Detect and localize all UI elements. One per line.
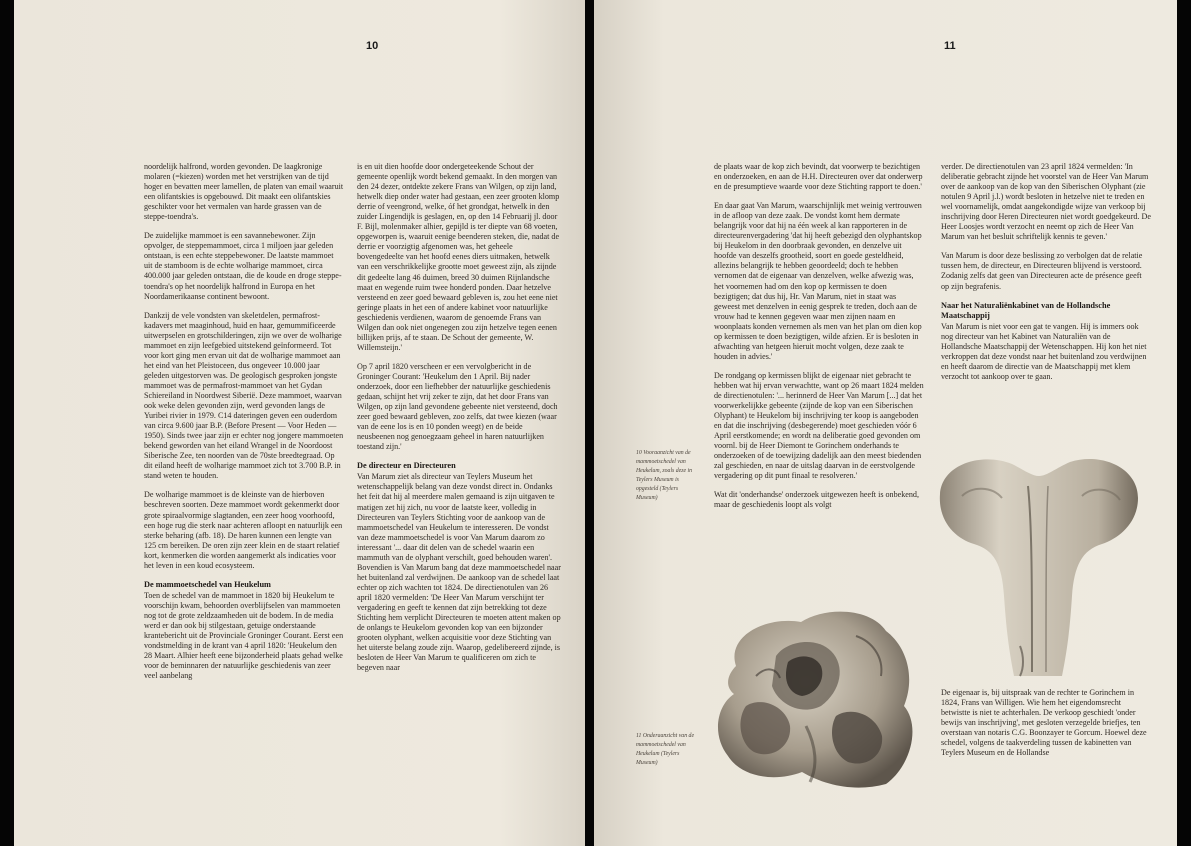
left-page bbox=[14, 0, 585, 846]
left-column-1 bbox=[144, 162, 344, 690]
left-column-2 bbox=[357, 162, 561, 682]
paragraph: De wolharige mammoet is de kleinste van de hierboven beschreven soorten. Deze mammoet wordt gekenmerkt door grote spiraalvormige slagtanden, een zeer hoog voorhoofd, een hoge rug die sterk naar achteren afloopt en natuurlijk een sterke beharing (afb. 18). De haren kunnen een lengte van 125 cm bereiken. De oren zijn zeer klein en de staart relatief kort, kenmerken die worden aangemerkt als indicaties voor het leven in een koud ecosysteem. bbox=[144, 490, 343, 570]
right-column-2-bottom bbox=[941, 688, 1151, 758]
page-number-right: 11 bbox=[944, 40, 956, 52]
paragraph: Toen de schedel van de mammoet in 1820 bij Heukelum te voorschijn kwam, behoorden overblijfselen van mammoeten nog tot de grote zeldzaamheden uit de bodem. In de media werd er dan ook bij stilgestaan, getuige onderstaande krantebericht uit de Provinciale Groninger Courant. Eerst een vondstmelding in de krant van 4 april 1820: 'Heukelum den 28 Maart. Alhier heeft eene bijzonderheid plaats gehad welke voor de beminnaren der natuurlijke geschiedenis van zeer veel aanbelang bbox=[144, 590, 344, 681]
section-heading: De mammoetschedel van Heukelum bbox=[144, 579, 271, 589]
paragraph: de plaats waar de kop zich bevindt, dat voorwerp te bezichtigen en onderzoeken, en aan de H.H. Directeuren over dat onderwerp en de presumptieve waarde voor deze Stichting rapport te doen.' bbox=[714, 162, 923, 192]
paragraph: Op 7 april 1820 verscheen er een vervolgbericht in de Groninger Courant: 'Heukelum den 1 April. Bij nader onderzoek, door een liefhebber der natuurlijke geschiedenis gedaan, schijnt het vrij zeker te zijn, dat het door Frans van Wilgen, op zijn land gevondene gebeente niet versteend, doch zeer goed bewaard gebleven, zoo zelfs, dat twee kiezen (waar van de eene los is en 10 ponden weegt) en de beide neusbeenen nog genoegzaam geheel in haren natuurlijken toestand zijn.' bbox=[357, 361, 558, 452]
paragraph: Van Marum is niet voor een gat te vangen. Hij is immers ook nog directeur van het Kabinet van Naturaliën van de Hollandsche Maatschappij der Wetenschappen. Hij kon het niet verkroppen dat deze vondst naar het buitenland zou verdwijnen en heeft daarom de directie van de Maatschappij met klem verzocht tot aankoop over te gaan. bbox=[941, 321, 1147, 381]
paragraph: Van Marum is door deze beslissing zo verbolgen dat de relatie tussen hem, de directeur, en Directeuren blijvend is verstoord. Zodanig zelfs dat geen van Directeuren acte de présence geeft op zijn begrafenis. bbox=[941, 251, 1143, 291]
paragraph: De zuidelijke mammoet is een savannebewoner. Zijn opvolger, de steppemammoet, circa 1 miljoen jaar geleden ontstaan, is een echte steppebewoner. De laatste mammoet uit de stamboom is de echte wolharige mammoet, circa 400.000 jaar geleden ontstaan, die de koude en droge steppe-toendra's op het noordelijk halfrond in Europa en het Noordamerikaanse continent bewoont. bbox=[144, 231, 342, 301]
paragraph: En daar gaat Van Marum, waarschijnlijk met weinig vertrouwen in de afloop van deze zaak. De vondst komt hem dermate belangrijk voor dat hij na één week al kan rapporteren in de directeurenvergadering 'dat hij heeft gebezigd den olyphantskop bij Heukelom in den doorbraak gevonden, en denzelve uit hoofde van deszelfs grootheid, soort en goede gesteldheid, allezins belangrijk te hebben geoordeeld; doch te hebben vernomen dat de eigenaar van denzelven, welke afwezig was, het voornemen had om den kop op kermissen te doen bezigtigen; dat dus hij, Hr. Van Marum, niet in staat was geweest met denzelven in eenig gesprek te treden, doch aan de vrouw had te kennen gegeven waar men zijnen naam en woonplaats konden vernemen als men van het plan om dien kop op kermissen te doen bezigtigen, wilde afzien. Er is besloten in afwachting van hetgeen hieruit mocht volgen, deze zaak te houden in advies.' bbox=[714, 201, 922, 361]
mammoth-skull-front-photo bbox=[932, 446, 1147, 681]
paragraph: noordelijk halfrond, worden gevonden. De laagkronige molaren (=kiezen) worden met het verstrijken van de tijd hoger en bevatten meer lamellen, de platen van email waaruit een olifantskies is opgebouwd. Dit maakt een olifantskies geschikter voor het vermalen van harde grassen van de steppe-toendra's. bbox=[144, 162, 344, 222]
paragraph: verder. De directienotulen van 23 april 1824 vermelden: 'In deliberatie gebracht zijnde het voorstel van de Heer Van Marum over de aankoop van de kop van den Siberischen Olyphant (zie notulen 9 April j.l.) wordt besloten in hetzelve niet te treden en wel voornamelijk, omdat aangekondigde wijze van verkoop bij inschrijving door Heren Directeuren niet wordt goedgekeurd. De Heer Loosjes wordt verzocht en neemt op zich de Heer Van Marum van het besluit schriftelijk kennis te geven.' bbox=[941, 162, 1151, 242]
paragraph: Dankzij de vele vondsten van skeletdelen, permafrost-kadavers met maaginhoud, huid en haar, gemummificeerde uitwerpselen en grotschilderingen, zijn we over de wolharige mammoet en zijn leefgebied uitstekend geïnformeerd. Tot voor kort ging men ervan uit dat de wolharige mammoet aan het eind van het Pleistoceen, dus ongeveer 10.000 jaar geleden uitgestorven was. De geologisch gesproken jongste mammoet was de permafrost-mammoet van het Gydan Schiereiland in Noordwest Siberië. Deze mammoet, waarvan ook weke delen gevonden zijn, werd gevonden langs de Yuribei rivier in 1979. C14 dateringen geven een ouderdom van circa 9.600 jaar B.P. (Before Present — Voor Heden — 1950). Sinds twee jaar zijn er echter nog jongere mammoeten bekend geworden van het eiland Wrangel in de Noordoost Siberische Zee, ten noorden van de 70ste breedtegraad. Op dit eiland heeft de wolharige mammoet zich tot 3.700 B.P. in stand weten te houden. bbox=[144, 310, 344, 481]
caption-figure-10: 10 Vooraanzicht van de mammoetschedel van Heukelum, zoals deze in Teylers Museum is opgesteld (Teylers Museum) bbox=[636, 450, 693, 501]
paragraph: Van Marum ziet als directeur van Teylers Museum het wetenschappelijk belang van deze vondst direct in. Ondanks het feit dat hij al meerdere malen gemaand is zijn uitgaven te matigen zet hij zich, nu voor de laatste keer, volledig in Directeuren van Teylers Stichting voor de aankoop van de mammoetschedel van Heukelum te interesseren. De vondst van deze mammoetschedel is voor Van Marum daarom zo interessant '... daar dit delen van de schedel waarin een mammuth van de olyphant verschilt, goed behouden waren'. Bovendien is Van Marum bang dat deze mammoetschedel naar het buitenland zal verdwijnen. De aankoop van de schedel laat echter op zich wachten tot 1824. De directienotulen van 26 april 1820 vermelden: 'De Heer Van Marum verschijnt ter vergadering en geeft te kennen dat zijn betrekking tot deze Stichting hem verplicht Directeuren te moeten attent maken op de onlangs te Heukelom gevonden kop van een bijzonder grooten olyphant, welken acquisitie voor deze Stichting van het uiterste belang zoude zijn. Waarop, gedelibereerd zijnde, is besloten de Heer Van Marum te qualificeren om zich te begeven naar bbox=[357, 472, 561, 673]
section-heading: Naar het Naturaliënkabinet van de Hollandsche Maatschappij bbox=[941, 300, 1111, 320]
right-page bbox=[594, 0, 1177, 846]
paragraph: is en uit dien hoofde door ondergeteekende Schout der gemeente openlijk wordt bekend gemaakt. In den morgen van den 24 dezer, ontdekte zekere Frans van Wilgen, op zijn land, hetwelk diep onder water had gestaan, een zeer grooten klomp derrie of veengrond, welke, óf het grondgat, hetwelk in den zuider Lingendijk is geslagen, en, op den 14 Februarij jl. door F. Bijl, molenmaker alhier, gepijld is ter diepte van 68 voeten, opgeworpen is, waaruit eenige beenderen steken, die, nadat de derrie er voorzigtig afgenomen was, het geheele bovengedeelte van het hoofd eenes diers uitmaken, hetwelk van een verschrikkelijke grootte moet geweest zijn, als zijnde dit gedeelte lang 46 duimen, breed 30 duimen Rijnlandsche maat en wegende ruim twee honderd ponden. Daar hetzelve versteend en zeer goed bewaard gebleven is, zou het eene niet geringe plaats in het een of andere kabinet voor natuurlijke geschiedenis verdienen, waarom de genoemde Frans van Wilgen dan ook niet ongenegen zou zijn hetzelve tegen eenen billijken prijs, af te staan. De Schout der gemeente, W. Willemsteijn.' bbox=[357, 162, 560, 352]
paragraph: Wat dit 'onderhandse' onderzoek uitgewezen heeft is onbekend, maar de geschiedenis loopt als volgt bbox=[714, 490, 919, 510]
paragraph: De rondgang op kermissen blijkt de eigenaar niet gebracht te hebben wat hij ervan verwachtte, want op 26 maart 1824 melden de directienotulen: '... herinnerd de Heer Van Marum [...] dat het voorwerkelijkke gebeente (zijnde de kop van een Siberischen Olyphant) te Heukelom bij inschrijving ter koop is aangeboden en dat die inschrijving (desbegerende) moet geschieden vóór 6 April eerstkomende; en wordt na deliberatie goed gevonden om voornl. bij de Heer Diemont te Gorinchem onderhands te onderzoeken of de toewijzing dadelijk aan den meest biedenden zal geschieden, en naar de uitslag daarvan in de eerstvolgende vergadering op dit punt finaal te resolveren.' bbox=[714, 370, 924, 481]
page-number-left: 10 bbox=[366, 40, 379, 52]
mammoth-skull-underside-photo bbox=[706, 596, 926, 792]
paragraph: De eigenaar is, bij uitspraak van de rechter te Gorinchem in 1824, Frans van Willigen. Wie hem het eigendomsrecht betwistte is niet te achterhalen. De verkoop geschiedt 'onder bewijs van inschrijving', met gesloten verzegelde briefjes, ten overstaan van notaris C.G. Boonzayer te Gorcum. Hoewel deze schedel, volgens de taakverdeling tussen de kabinetten van Teylers Museum en de Hollandse bbox=[941, 688, 1147, 758]
caption-figure-11: 11 Onderaanzicht van de mammoetschedel van Heukelum (Teylers Museum) bbox=[636, 733, 695, 766]
right-column-2 bbox=[941, 162, 1151, 391]
section-heading: De directeur en Directeuren bbox=[357, 461, 456, 471]
right-column-1 bbox=[714, 162, 924, 520]
